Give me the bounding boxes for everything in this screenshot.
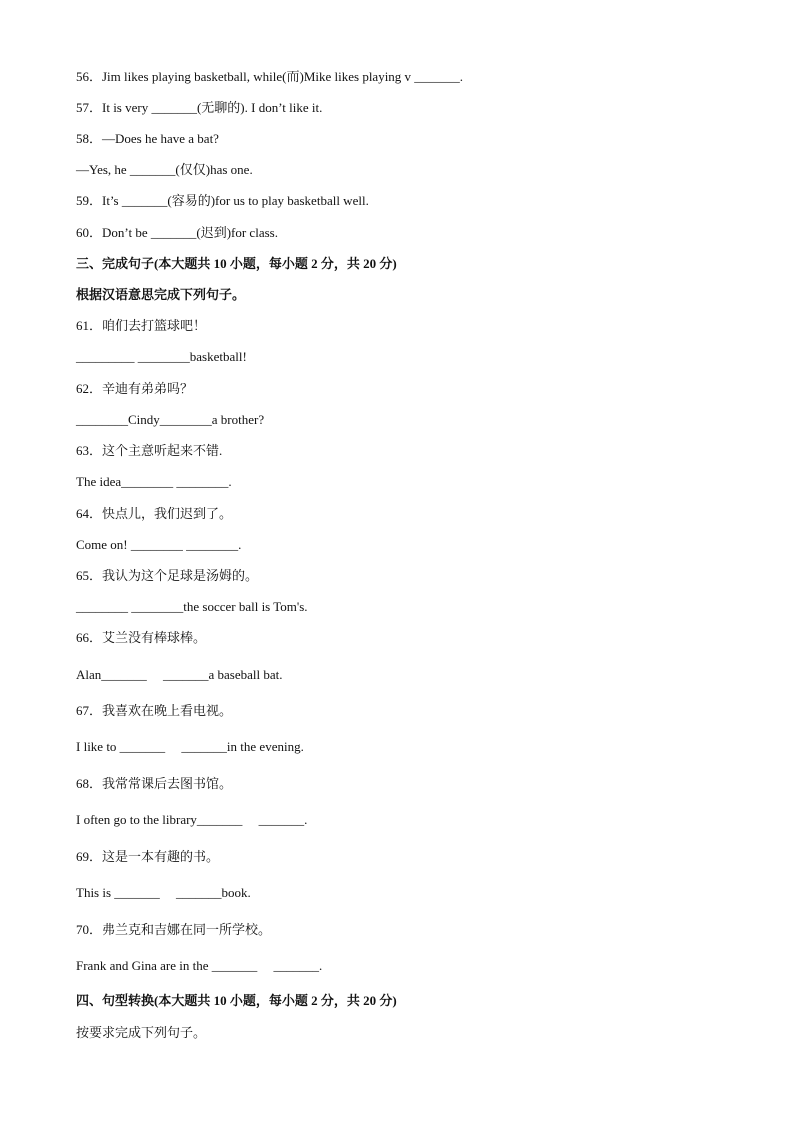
section-3-instruction: 根据汉语意思完成下列句子。 bbox=[76, 287, 246, 302]
question-64: 64．快点儿，我们迟到了。 bbox=[76, 506, 233, 521]
question-70: 70．弗兰克和吉娜在同一所学校。 bbox=[76, 922, 272, 937]
question-69: 69．这是一本有趣的书。 bbox=[76, 849, 220, 864]
question-67-blank-line: I like to _______ _______in the evening. bbox=[76, 739, 304, 754]
question-65-blank-line: ________ ________the soccer ball is Tom's. bbox=[76, 599, 308, 614]
question-66-blank-line: Alan_______ _______a baseball bat. bbox=[76, 667, 283, 682]
question-58-answer-line: —Yes, he _______(仅仅)has one. bbox=[76, 162, 253, 177]
question-57: 57．It is very _______(无聊的). I don’t like it. bbox=[76, 100, 323, 115]
question-68-blank-line: I often go to the library_______ _______. bbox=[76, 812, 308, 827]
section-4-heading: 四、句型转换(本大题共 10 小题，每小题 2 分，共 20 分) bbox=[76, 993, 397, 1008]
question-61-blank-line: _________ ________basketball! bbox=[76, 349, 247, 364]
question-69-blank-line: This is _______ _______book. bbox=[76, 885, 251, 900]
question-58: 58．—Does he have a bat? bbox=[76, 131, 219, 146]
question-62: 62．辛迪有弟弟吗？ bbox=[76, 381, 194, 396]
question-66: 66．艾兰没有棒球棒。 bbox=[76, 630, 207, 645]
question-63: 63．这个主意听起来不错. bbox=[76, 443, 223, 458]
question-68: 68．我常常课后去图书馆。 bbox=[76, 776, 233, 791]
question-62-blank-line: ________Cindy________a brother? bbox=[76, 412, 265, 427]
question-64-blank-line: Come on! ________ ________. bbox=[76, 537, 242, 552]
question-65: 65．我认为这个足球是汤姆的。 bbox=[76, 568, 259, 583]
question-61: 61．咱们去打篮球吧！ bbox=[76, 318, 207, 333]
question-63-blank-line: The idea________ ________. bbox=[76, 474, 232, 489]
section-3-heading: 三、完成句子(本大题共 10 小题，每小题 2 分，共 20 分) bbox=[76, 256, 397, 271]
section-4-instruction: 按要求完成下列句子。 bbox=[76, 1025, 207, 1040]
question-67: 67．我喜欢在晚上看电视。 bbox=[76, 703, 233, 718]
question-56: 56．Jim likes playing basketball, while(而)Mike likes playing v _______. bbox=[76, 69, 464, 84]
question-60: 60．Don’t be _______(迟到)for class. bbox=[76, 225, 278, 240]
question-70-blank-line: Frank and Gina are in the _______ _______. bbox=[76, 958, 323, 973]
question-59: 59．It’s _______(容易的)for us to play basketball well. bbox=[76, 193, 369, 208]
